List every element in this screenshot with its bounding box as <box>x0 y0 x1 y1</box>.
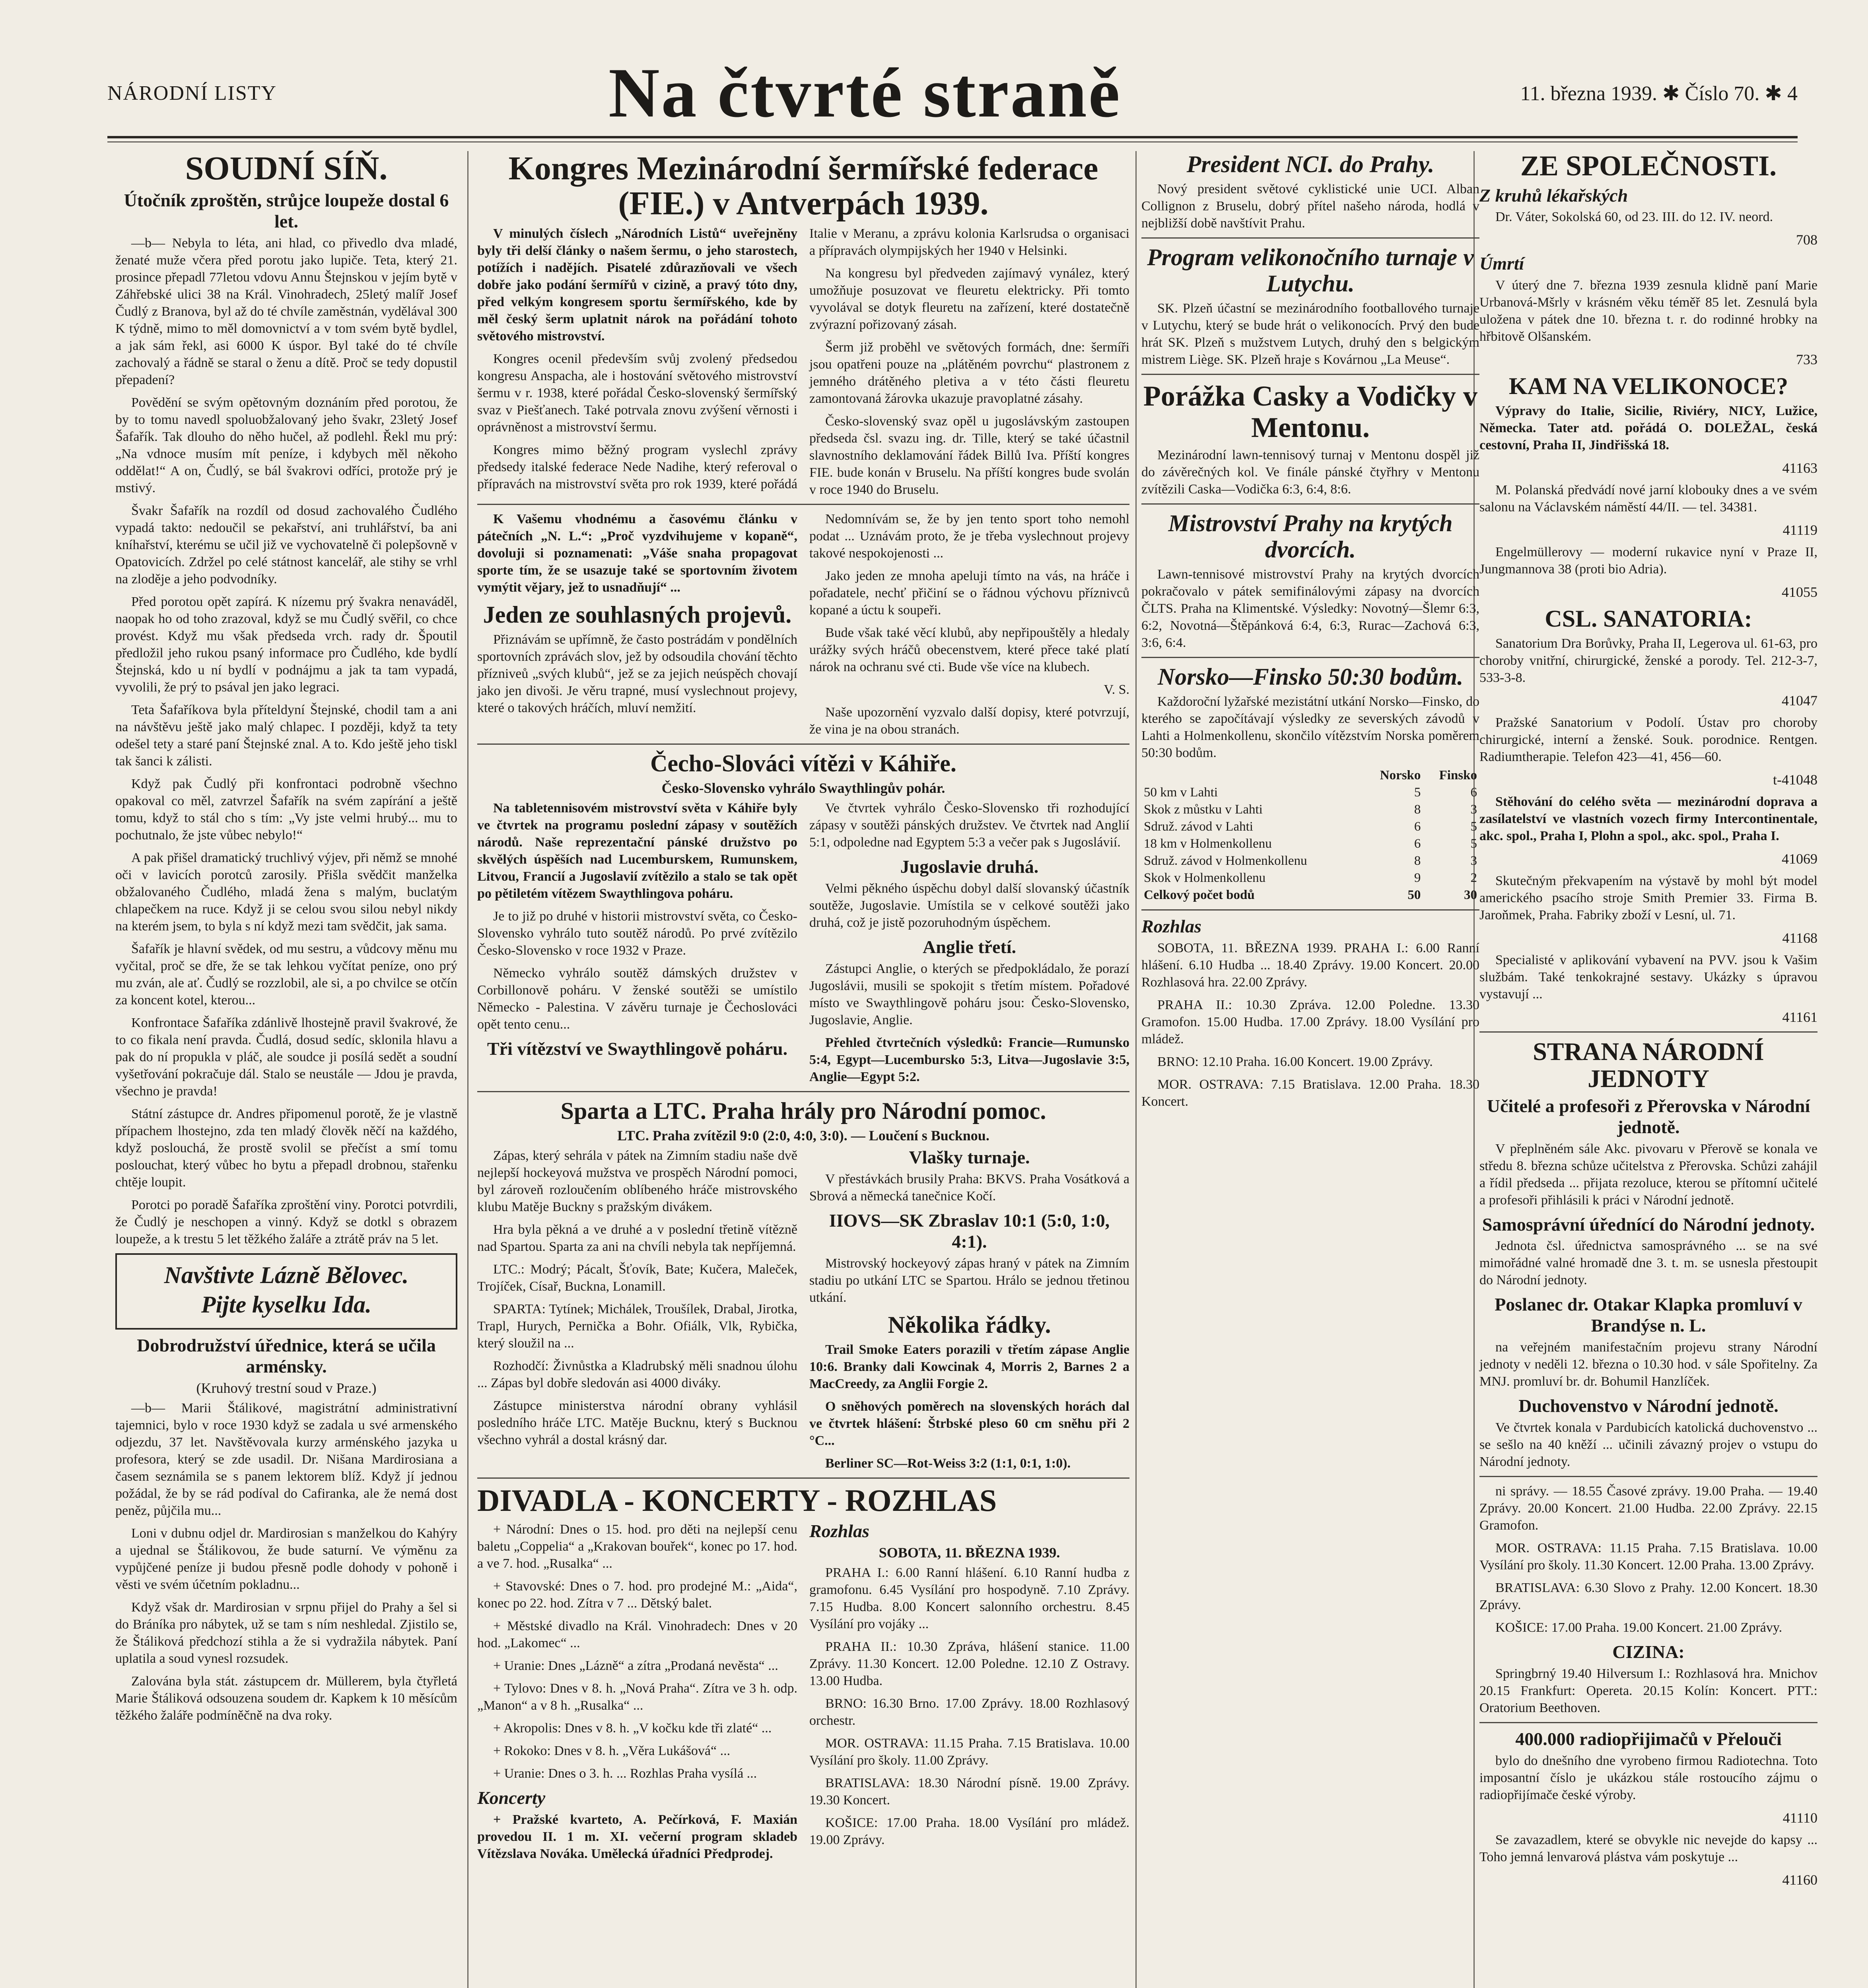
article-title: President NCI. do Prahy. <box>1186 151 1435 177</box>
radio-listing: MOR. OSTRAVA: 11.15 Praha. 7.15 Bratislava. 10.00 Vysílání pro školy. 11.30 Koncert. 12.00 Praha. 13.00 Zprávy. <box>1479 1541 1817 1573</box>
listing: + Tylovo: Dnes v 8. h. „Nová Praha“. Zítra ve 3 h. odp. „Manon“ a v 8 h. „Rusalka“ ... <box>477 1681 797 1713</box>
table-cell: 3 <box>1470 802 1477 817</box>
article-paragraph: LTC.: Modrý; Pácalt, Šťovík, Bate; Kučera, Maleček, Trojíček, Císař, Buckna, Lonamill. <box>477 1262 797 1294</box>
article-paragraph: Mezinárodní lawn-tennisový turnaj v Mentonu dospěl již do závěrečných kol. Ve finále pánské čtyřhry v Mentonu zvítězili Caska—Vodička 6:3, 6:4, 8:6. <box>1141 448 1479 497</box>
advertisement-box <box>115 1253 457 1330</box>
column-divider <box>467 151 468 1988</box>
radio-listing: BRNO: 16.30 Brno. 17.00 Zprávy. 18.00 Rozhlasový orchestr. <box>809 1696 1129 1728</box>
paper-name: NÁRODNÍ LISTY <box>107 82 277 105</box>
article-paragraph: Zástupci Anglie, o kterých se předpokládalo, že porazí Jugoslávii, musili se spokojit s třetím místem. Pořadové místo ve Swaythlingově poháru jsou: Česko-Slovensko, Jugoslavie, Anglie. <box>809 961 1129 1028</box>
results-table <box>1141 767 1479 904</box>
subheading: KAM NA VELIKONOCE? <box>1508 373 1788 400</box>
table-cell: 9 <box>1414 871 1421 885</box>
table-cell: Skok v Holmenkollenu <box>1144 871 1266 885</box>
subheading: Rozhlas <box>809 1520 869 1541</box>
table-cell: 8 <box>1414 854 1421 868</box>
ad-code: 733 <box>1796 351 1817 368</box>
masthead <box>107 48 1798 143</box>
radio-listing: PRAHA II.: 10.30 Zpráva, hlášení stanice. 11.00 Zprávy. 11.30 Koncert. 12.00 Poledne. 12.10 Z Ostravy. 13.00 Hudba. <box>809 1639 1129 1688</box>
article-paragraph: Lawn-tennisové mistrovství Prahy na krytých dvorcích pokračovalo v pátek semifinálovými zápasy na dvorcích ČLTS. Praha na Klimentské. Výsledky: Novotný—Šlemr 6:3, 6:2, Novotná—Štěpánková 6:4, 6:3, Rurac—Zachová 6:3, 3:6, 6:4. <box>1141 567 1479 650</box>
table-cell: 30 <box>1464 888 1477 903</box>
table-row <box>1141 887 1479 904</box>
table-cell: Skok z můstku v Lahti <box>1144 802 1263 817</box>
article-paragraph: SPARTA: Tytínek; Michálek, Troušílek, Drabal, Jirotka, Trapl, Hurych, Pernička a Bohr. Ofiálk, Vlk, Rybička, který sloužil na ... <box>477 1302 797 1351</box>
table-cell: Celkový počet bodů <box>1144 888 1255 903</box>
article-paragraph: Rozhodčí: Živnůstka a Kladrubský měli snadnou úlohu ... Zápas byl dobře sledován asi 4000 diváky. <box>477 1359 797 1391</box>
radio-listing: KOŠICE: 17.00 Praha. 19.00 Koncert. 21.00 Zprávy. <box>1495 1620 1782 1635</box>
article-paragraph: Naše upozornění vyzvalo další dopisy, které potvrzují, že vina je na obou stranách. <box>809 705 1129 737</box>
subheading: CSL. SANATORIA: <box>1545 606 1752 632</box>
subheading: IIOVS—SK Zbraslav 10:1 (5:0, 1:0, 4:1). <box>829 1210 1110 1252</box>
radio-listing: PRAHA I.: 6.00 Ranní hlášení. 6.10 Ranní hudba z gramofonu. 6.45 Vysílání pro hospodyně. 7.10 Zprávy. 7.15 Hudba. 8.00 Koncert salonního orchestru. 8.45 Vysílání pro vojáky ... <box>809 1565 1129 1631</box>
article-paragraph: bylo do dnešního dne vyrobeno firmou Radiotechna. Toto imposantní číslo je ukázkou stále rostoucího zájmu o radiopřijímače české výroby. <box>1479 1753 1817 1802</box>
notice: Stěhování do celého světa — mezinárodní doprava a zasílatelství ve vlastních vozech firmy Intercontinentale, akc. spol., Praha I, Plohn a spol., akc. spol., Praha I. <box>1479 794 1817 844</box>
article-paragraph: Velmi pěkného úspěchu dobyl další slovanský účastník soutěže, Jugoslavie. Umístila se v celkové soutěži jako druhá, což je jistě pozoruhodným úspěchem. <box>809 881 1129 930</box>
article-paragraph: Se zavazadlem, které se obvykle nic nevejde do kapsy ... Toho jemná lenvarová plástva vám poskytuje ... <box>1479 1832 1817 1864</box>
article-paragraph: Kongres mimo běžný program vyslechl zprávy předsedy italské federace Nede Nadihe, který referoval o přípravách na mistrovství světa pro rok 1939, které pořádá Italie v Meranu, a zprávu kolonia Karlsrudsa o organisaci a přípravách olympijských her 1940 v Helsinki. <box>477 226 1129 492</box>
notice: Výpravy do Italie, Sicilie, Riviéry, NICY, Lužice, Německa. Tater atd. pořádá O. DOLEŽAL, česká cestovní, Praha II, Jindřišská 18. <box>1479 404 1817 453</box>
radio-listing: MOR. OSTRAVA: 11.15 Praha. 7.15 Bratislava. 10.00 Vysílání pro školy. 11.00 Zprávy. <box>809 1736 1129 1768</box>
article-paragraph: —b— Nebyla to léta, ani hlad, co přivedlo dva mladé, ženaté muže včera před porotu jako lupiče. Teta, který 21. prosince přepadl 77letou vdovu Annu Štejnskou v jejím bytě v Záhřebské ulici 38 na Král. Vinohradech, 25letý malíř Josef Čudlý z Branova, byl až do té chvíle zaměstnán, vydělával 300 K týdně, mimo to měl domovnictví a v tom svém bytě bydlel, a jak sám řekl, asi 6000 K úspor. Byl také do té chvíle zachovalý a řádně se staral o ženu a dítě. Proč se tedy dopustil přepadení? <box>115 235 457 387</box>
ad-code: 41161 <box>1782 1009 1817 1025</box>
subheading: Tři vítězství ve Swaythlingově poháru. <box>487 1039 788 1059</box>
article-subtitle: LTC. Praha zvítězil 9:0 (2:0, 4:0, 3:0). — Loučení s Bucknou. <box>617 1128 989 1144</box>
divider <box>477 744 1129 745</box>
article-paragraph: Teta Šafaříkova byla příteldyní Štejnské, chodil tam a ani na návštěvu ještě jako malý chlapec. I později, když ta tety odešel tety a staré paní Štejnské znal. A to. Kdo ještě jeho tiskl tak šanci k zálisti. <box>115 702 457 769</box>
article-paragraph: Zápas, který sehrála v pátek na Zimním stadiu naše dvě nejlepší hockeyová mužstva ve prospěch Národní pomoci, byl zároveň rozloučením oblíbeného hráče mistrovského klubu Matěje Buckny s pražským divákem. <box>477 1148 797 1215</box>
article-paragraph: SK. Plzeň účastní se mezinárodního footballového turnaje v Lutychu, který se bude hrát o velikonocích. Prvý den bude hrát SK. Plzeň s mužstvem Lutych, druhý den s belgickým mistrem Liège. SK. Plzeň hraje s Kovárnou „La Meuse“. <box>1141 301 1479 367</box>
table-cell: 50 <box>1407 888 1421 903</box>
article-title: Jeden ze souhlasných projevů. <box>483 602 792 628</box>
subheading: Koncerty <box>477 1787 546 1808</box>
table-row <box>1141 835 1479 852</box>
listing: + Rokoko: Dnes v 8. h. „Věra Lukášová“ ... <box>493 1743 731 1758</box>
listing: + Uranie: Dnes „Lázně“ a zítra „Prodaná nevěsta“ ... <box>493 1658 778 1673</box>
article-paragraph: V přestávkách brusily Praha: BKVS. Praha Vosátková a Sbrová a německá tanečnice Kočí. <box>809 1172 1129 1204</box>
subheading: Z kruhů lékařských <box>1479 185 1628 206</box>
ad-code: 41110 <box>1782 1809 1817 1826</box>
divider <box>1141 909 1479 911</box>
article-title: Kongres Mezinárodní šermířské federace (FIE.) v Antverpách 1939. <box>508 150 1098 222</box>
article-paragraph: Je to již po druhé v historii mistrovství světa, co Česko-Slovensko vyhrálo tuto soutěž národů. Po prvé zvítězilo Česko-Slovensko v roce 1932 v Praze. <box>477 909 797 958</box>
article-paragraph: Šafařík je hlavní svědek, od mu sestru, a vůdcovy měnu mu vyčital, proč se dře, že se tak lehkou vyčítat peníze, ono prý mu zván, ale ať. Čudlý se rozzlobil, ale si, a po chvilce se otčín za koncent kotel, kterou... <box>115 941 457 1008</box>
article-paragraph: Ve čtvrtek konala v Pardubicích katolická duchovenstvo ... se sešlo na 40 kněží ... učinili závazný projev o vstupu do Národní jednoty. <box>1479 1420 1817 1470</box>
article-title: Duchovenstvo v Národní jednotě. <box>1518 1396 1779 1416</box>
table-row <box>1141 818 1479 835</box>
article-paragraph: Když však dr. Mardirosian v srpnu přijel do Prahy a šel si do Bráníka pro nábytek, už se tam s ním neshledal. Zjistilo se, že Štáliková předchozí stihla a že si vydražila nábytek. Paní uplatila a soud vynesl rozsudek. <box>115 1600 457 1666</box>
article-paragraph: V přeplněném sále Akc. pivovaru v Přerově se konala ve středu 8. března schůze učitelstva z Přerovska. Schůzi zahájil a řídil předseda ... přijata rezoluce, kterou se přítomní učitelé a profesoři přihlásili k práci v Národní jednotě. <box>1479 1141 1817 1208</box>
article-paragraph: Kongres ocenil především svůj zvolený předsedou kongresu Anspacha, ale i hostování světového mistrovství šermu v r. 1938, které pořádal Česko-slovenský šermířský svaz v Piešťanech. Také potrvala znovu zvýšení věrnosti i oprávněnost a mistrovství šermu. <box>477 351 797 435</box>
table-row <box>1141 852 1479 870</box>
notice: Dr. Váter, Sokolská 60, od 23. III. do 12. IV. neord. <box>1495 210 1773 225</box>
article-paragraph: Když pak Čudlý při konfrontaci podrobně všechno opakoval co měl, zatvrzel Šafařík na svém zapírání a ještě tomu, když to stál cho s tím: „Vy jste velmi hrubý... mu to pochutnalo, že jste vůbec nebylo!“ <box>115 776 457 843</box>
ad-line: Navštivte Lázně Bělovec. <box>164 1262 409 1288</box>
ad-code: t-41048 <box>1773 772 1817 788</box>
table-cell: 3 <box>1470 854 1477 868</box>
table-cell: 50 km v Lahti <box>1144 785 1218 800</box>
article-paragraph: Nový president světové cyklistické unie UCI. Alban Collignon z Bruselu, dobrý přítel našeho národa, hodlá v nejbližší době navštívit Prahu. <box>1141 182 1479 231</box>
ad-line: Pijte kyselku Ida. <box>201 1291 372 1318</box>
article-paragraph: na veřejném manifestačním projevu strany Národní jednoty v neděli 12. března o 10.30 hod. v sále Spořitelny. Za MNJ. promluví br. dr. Bohumil Hanzlíček. <box>1479 1340 1817 1389</box>
table-cell: 5 <box>1414 785 1421 800</box>
table-row <box>1141 767 1479 784</box>
ad-code: 41168 <box>1782 930 1817 946</box>
article-body <box>477 1147 1129 1472</box>
divider <box>477 504 1129 505</box>
table-cell: 18 km v Holmenkollenu <box>1144 837 1272 851</box>
radio-listing: ni správy. — 18.55 Časové zprávy. 19.00 Praha. — 19.40 Zprávy. 20.00 Koncert. 21.00 Hudba. 22.00 Zprávy. 22.15 Gramofon. <box>1479 1484 1817 1533</box>
listing: + Pražské kvarteto, A. Pečírková, F. Maxián provedou II. 1 m. XI. večerní program skladeb Vítězslava Nováka. Umělecká úřadníci Předprodej. <box>477 1812 797 1861</box>
radio-listing: KOŠICE: 17.00 Praha. 18.00 Vysílání pro mládež. 19.00 Zprávy. <box>809 1815 1129 1847</box>
article-paragraph: Konfrontace Šafaříka zdánlivě lhostejně pravil švakrové, že to co fikala není pravda. Čudlá, dosud sedíc, sklonila hlavu a pak do ní propukla v pláč, ale soudce ji posílá sedět a soudní vyšetřování pokračuje dál. Stalo se neustále — Jdou je pravda, všechno je pravda! <box>115 1015 457 1099</box>
table-cell <box>1141 767 1363 784</box>
table-cell: 6 <box>1414 837 1421 851</box>
article-paragraph: Berliner SC—Rot-Weiss 3:2 (1:1, 0:1, 1:0). <box>825 1456 1071 1471</box>
column-society <box>1479 151 1817 1893</box>
ad-code: 41055 <box>1782 584 1817 600</box>
article-title: Dobrodružství úřednice, která se učila arménsky. <box>137 1335 436 1376</box>
subheading: SOBOTA, 11. BŘEZNA 1939. <box>879 1544 1060 1561</box>
article-paragraph: Přiznávám se upřímně, že často postrádám v pondělních sportovních zprávách slov, jež by odsoudila chování těchto přízniveů „svých klubů“, jež se za jejich neúspěch chovají jako jen divoši. Je věru trapné, musí vyslechnout projevy, které o takových hráčích, mluví nemžití. <box>477 632 797 716</box>
article-paragraph: Bude však také věcí klubů, aby nepřipouštěly a hledaly urážky svých hráčů obecenstvem, které přece také platí nárok na ochranu své cti. Bude vše více na klubech. <box>809 625 1129 675</box>
section-heading: DIVADLA - KONCERTY - ROZHLAS <box>477 1483 997 1518</box>
article-paragraph: Loni v dubnu odjel dr. Mardirosian s manželkou do Kahýry a ujednal se Štálikovou, že bude saturní. Ve výměnu za vypůjčené peníze ji budou přesně podle dohody v pohoně i věsti ve svém účetním pokladnu... <box>115 1526 457 1592</box>
section-heading: SOUDNÍ SÍŇ. <box>185 150 388 187</box>
table-cell: 5 <box>1470 837 1477 851</box>
table-cell: 5 <box>1470 819 1477 834</box>
notice: Pražské Sanatorium v Podolí. Ústav pro choroby chirurgické, interní a ženské. Souk. porodnice. Rentgen. Radiumtherapie. Telefon 423—41, 456—60. <box>1479 715 1817 765</box>
table-cell: Norsko <box>1380 768 1421 783</box>
table-row <box>1141 784 1479 801</box>
article-paragraph: Na kongresu byl předveden zajímavý vynález, který umožňuje posuzovat ve fleuretu elektricky. Při tomto vyvolával se dotyk fleuretu na zařízení, které dostatečně zvýrazní pořizovaný zásah. <box>809 266 1129 332</box>
issue-info: 11. března 1939. ✱ Číslo 70. ✱ 4 <box>1520 82 1798 105</box>
article-title: Norsko—Finsko 50:30 bodům. <box>1157 664 1464 690</box>
article-title: Program velikonočního turnaje v Lutychu. <box>1147 244 1474 297</box>
ad-code: 41119 <box>1782 522 1817 538</box>
article-paragraph: Hra byla pěkná a ve druhé a v poslední třetině vítězně nad Spartou. Sparta za ani na chvíli nebyla tak nepříjemná. <box>477 1222 797 1254</box>
article-body <box>477 800 1129 1085</box>
letter-notice: K Vašemu vhodnému a časovému článku v pátečních „N. L.“: „Proč vyzdvihujeme v kopaně“, dovoluji si poznamenati: „Váše snaha propagovat sporte tím, že se usazuje také se sportovním životem vymýtit vějary, jež to usnadňují“ ... <box>477 512 797 595</box>
article-paragraph: Česko-slovenský svaz opěl u jugoslávským zastoupen předseda čsl. svazu ing. dr. Tille, který se také účastnil slavnostního deklamování řádek Billů Iva. Příští kongres FIE. bude konán v Bruselu. Na příští kongres bude svolán v roce 1940 do Bruselu. <box>809 414 1129 497</box>
article-body <box>477 1521 1129 1862</box>
article-paragraph: Před porotou opět zapírá. K nízemu prý švakra nenaváděl, naopak ho od toho zrazoval, když se mu Čudlý svěřil, co chce provést. Když mu však předseda vrch. rady dr. Špoutil předložil jeho rukou psaný informace pro Čudlého, kde bydlí Štejnská, kdo u ní bydlí v podnájmu a jak ta tam vypadá, vyvolili, že prý to psával jen jako legraci. <box>115 594 457 695</box>
article-paragraph: A pak přišel dramatický truchlivý výjev, při němž se mnohé oči v lavicích porotců zarosily. Přišla svědčit manželka obžalovaného Čudlého, mladá žena s malým, buclatým chlapečkem na ruce. Když ji se celou svou silou nebyl nikdy na kterém jsem, to byla s ní když mezi tam svědčit, jak sama. <box>115 850 457 934</box>
table-row <box>1141 870 1479 887</box>
table-cell: Finsko <box>1439 768 1477 783</box>
subheading: Několika řádky. <box>888 1311 1051 1338</box>
section-heading: ZE SPOLEČNOSTI. <box>1520 150 1777 182</box>
radio-listing: BRATISLAVA: 6.30 Slovo z Prahy. 12.00 Koncert. 18.30 Zprávy. <box>1479 1580 1817 1613</box>
column-divider <box>1135 151 1137 1988</box>
article-paragraph: Německo vyhrálo soutěž dámských družstev v Corbillonově poháru. V ženské soutěži se umístilo Německo - Palestina. V závěru turnaje je Čechoslováci opět tento cenu... <box>477 966 797 1032</box>
article-title: Samosprávní úřednící do Národní jednoty. <box>1482 1214 1815 1235</box>
article-paragraph: Trail Smoke Eaters porazili v třetím zápase Anglie 10:6. Branky dali Kowcinak 4, Morris 2, Barnes 2 a MacCreedy, za Anglii Forgie 2. <box>809 1342 1129 1391</box>
subheading: Rozhlas <box>1141 916 1201 937</box>
ad-code: 708 <box>1796 232 1817 248</box>
article-paragraph: Každoroční lyžařské mezistátní utkání Norsko—Finsko, do kterého se započítávají výsledky ze severských závodů v Lahti a Holmenkollenu, skončilo vítězstvím Norska poměrem 50:30 bodům. <box>1141 694 1479 761</box>
article-title: 400.000 radiopřijimačů v Přelouči <box>1515 1728 1782 1749</box>
notice: Specialisté v aplikování vybavení na PVV. jsou k Vašim službám. Také tenkokrajné sestavy. Ukázky s úpravou vystavují ... <box>1479 953 1817 1002</box>
signature: V. S. <box>1104 682 1129 697</box>
table-cell: 6 <box>1470 785 1477 800</box>
table-cell: 8 <box>1414 802 1421 817</box>
notice: V úterý dne 7. března 1939 zesnula klidně paní Marie Urbanová-Mšrly v krásném věku téměř 85 let. Zesnulá byla uložena v pátek dne 10. března t. r. do rodinné hrobky na hřbitově Olšanském. <box>1479 278 1817 344</box>
article-title: Čecho-Slováci vítězi v Káhiře. <box>650 750 956 777</box>
article-paragraph: Porotci po poradě Šafaříka zproštění viny. Porotci potvrdili, že Čudlý je neschopen a vinný. Když se dotkl s obrazem loupeže, a k trestu 5 let těžkého žaláře a ztrátě práv na 5 let. <box>115 1197 457 1246</box>
article-body <box>477 225 1129 498</box>
column-sport-news <box>1141 151 1479 1116</box>
article-title: Mistrovství Prahy na krytých dvorcích. <box>1168 510 1453 563</box>
divider <box>1141 657 1479 658</box>
article-subtitle: (Kruhový trestní soud v Praze.) <box>196 1380 377 1396</box>
article-paragraph: O sněhových poměrech na slovenských horách dal ve čtvrtek hlášení: Štrbské pleso 60 cm sněhu při 2 °C... <box>809 1399 1129 1448</box>
article-paragraph: Zástupce ministerstva národní obrany vyhlásil posledního hráče LTC. Matěje Bucknu, který s Bucknou všechno vyhrál a dostal krásný dar. <box>477 1398 797 1448</box>
subheading: Vlašky turnaje. <box>909 1147 1030 1168</box>
radio-listing: Springbrný 19.40 Hilversum I.: Rozhlasová hra. Mnichov 20.15 Frankfurt: Opereta. 20.15 Kolín: Koncert. PTT.: Oratorium Beethoven. <box>1479 1666 1817 1715</box>
article-title: Sparta a LTC. Praha hrály pro Národní pomoc. <box>560 1098 1046 1124</box>
divider <box>477 1477 1129 1479</box>
ad-code: 41160 <box>1782 1872 1817 1888</box>
divider <box>1141 237 1479 239</box>
article-title: Učitelé a profesoři z Přerovska v Národní jednotě. <box>1487 1095 1810 1137</box>
table-cell: Sdruž. závod v Holmenkollenu <box>1144 854 1307 868</box>
article-title: Poslanec dr. Otakar Klapka promluví v Brandýse n. L. <box>1495 1294 1802 1336</box>
divider <box>1141 503 1479 505</box>
table-cell: 2 <box>1470 871 1477 885</box>
listing: + Národní: Dnes o 15. hod. pro děti na nejlepší cenu baletu „Coppelia“ a „Krakovan bouřek“, konec po 17. hod. a ve 7. hod. „Rusalka“ ... <box>477 1522 797 1571</box>
results-summary: Přehled čtvrtečních výsledků: Francie—Rumunsko 5:4, Egypt—Lucembursko 5:3, Litva—Jugoslavie 3:5, Anglie—Egypt 5:2. <box>809 1035 1129 1085</box>
radio-listing: PRAHA II.: 10.30 Zpráva. 12.00 Poledne. 13.30 Gramofon. 15.00 Hudba. 17.00 Zprávy. 18.00 Vysílání pro mládež. <box>1141 998 1479 1047</box>
subheading: CIZINA: <box>1612 1642 1685 1662</box>
radio-listing: BRATISLAVA: 18.30 Národní písně. 19.00 Zprávy. 19.30 Koncert. <box>809 1775 1129 1807</box>
ad-code: 41163 <box>1782 460 1817 476</box>
article-paragraph: V minulých číslech „Národních Listů“ uveřejněny byly tři delší články o našem šermu, o jeho starostech, potížích i nadějích. Pisatelé zdůrazňovali ve všech dobře jako podání šermířů v cizině, a pravý tóto dny, před velkým kongresem sportu šermířského, kde by měl český šerm uplatnit nárok na pořádání tohoto světového mistrovství. <box>477 226 797 344</box>
article-paragraph: Švakr Šafařík na rozdíl od dosud zachovalého Čudlého vypadá takto: nedoučil se pekařství, ani truhlářství, ba ani kníhařství, kterému se učil již ve vychovatelně či polepšovně v Opatovicích. Zdržel po celé státnost kancelář, ale stihy se vrhl na zloděje a jeho podvodníky. <box>115 503 457 586</box>
subheading: Jugoslavie druhá. <box>900 856 1039 877</box>
notice: Engelmüllerovy — moderní rukavice nyní v Praze II, Jungmannova 38 (proti bio Adria). <box>1479 545 1817 577</box>
notice: M. Polanská předvádí nové jarní klobouky dnes a ve svém salonu na Václavském náměstí 44/II. — tel. 34381. <box>1479 483 1817 515</box>
article-paragraph: Šerm již proběhl ve světových formách, dne: šermíři jsou opatřeni pouze na „plátěném povrchu“ plastronem z jemného drátěného pletiva a v této části fleuretu zamontovaná žárovka ukazuje pravoplatné zásahy. <box>809 340 1129 406</box>
subheading: Úmrtí <box>1479 253 1524 274</box>
notice: Sanatorium Dra Borůvky, Praha II, Legerova ul. 61-63, pro choroby vnitřní, chirurgické, ženské a porody. Tel. 212-3-7, 533-3-8. <box>1479 636 1817 685</box>
divider <box>477 1091 1129 1092</box>
section-heading: STRANA NÁRODNÍ JEDNOTY <box>1533 1037 1764 1093</box>
table-cell: Sdruž. závod v Lahti <box>1144 819 1253 834</box>
column-court <box>115 151 457 1730</box>
masthead-rule <box>107 136 1798 138</box>
article-body <box>477 511 1129 738</box>
listing: + Městské divadlo na Král. Vinohradech: Dnes v 20 hod. „Lakomec“ ... <box>477 1618 797 1650</box>
radio-listing: MOR. OSTRAVA: 7.15 Bratislava. 12.00 Praha. 18.30 Koncert. <box>1141 1077 1479 1109</box>
article-paragraph: Ve čtvrtek vyhrálo Česko-Slovensko tři rozhodující zápasy v soutěži pánských družstev. Ve čtvrtek nad Anglií 5:1, odpoledne nad Egyptem 5:3 a večer pak s Jugoslávií. <box>809 801 1129 850</box>
ad-code: 41069 <box>1782 851 1817 867</box>
page-title: Na čtvrté straně <box>608 53 1122 132</box>
notice: Skutečným překvapením na výstavě by mohl být model amerického psacího stroje Smith Premier 33. Firma B. Jaroňmek, Praha. Fabriky zboží v Lesní, ul. 71. <box>1479 874 1817 923</box>
divider <box>1479 1722 1817 1723</box>
listing: + Uranie: Dnes o 3. h. ... Rozhlas Praha vysílá ... <box>493 1766 757 1781</box>
article-paragraph: Jako jeden ze mnoha apeluji tímto na vás, na hráče i pořadatele, nechť přičiní se o řádnou výchovu příznivců kopané a úctu k soupeři. <box>809 569 1129 618</box>
divider <box>1479 1031 1817 1033</box>
table-cell: 6 <box>1414 819 1421 834</box>
article-paragraph: Zalována byla stát. zástupcem dr. Müllerem, byla čtyřletá Marie Štáliková odsouzena soudem dr. Kapkem k 10 měsícům těžkého žaláře podmíněčně na dva roky. <box>115 1673 457 1723</box>
article-paragraph: Mistrovský hockeyový zápas hraný v pátek na Zimním stadiu po utkání LTC se Spartou. Hrálo se jednou třetinou utkání. <box>809 1256 1129 1305</box>
article-paragraph: Na tabletennisovém mistrovství světa v Káhiře byly ve čtvrtek na programu poslední zápasy v soutěžích národů. Naše reprezentační pánské družstvo po skvělých úspěších nad Lucemburskem, Rumunskem, Litvou, Francií a Jugoslavií zvítězilo a stalo se tak opět po pětiletém vítězem Swaythlingova poháru. <box>477 801 797 901</box>
article-title: Porážka Casky a Vodičky v Mentonu. <box>1143 380 1478 444</box>
column-sport <box>477 151 1129 1862</box>
article-subtitle: Česko-Slovensko vyhrálo Swaythlingův pohár. <box>661 780 945 796</box>
subheading: Anglie třetí. <box>922 937 1017 957</box>
listing: + Stavovské: Dnes o 7. hod. pro prodejné M.: „Aida“, konec po 22. hod. Zítra v 7 ... Dětský balet. <box>477 1578 797 1611</box>
divider <box>1479 1476 1817 1477</box>
article-paragraph: Nedomnívám se, že by jen tento sport toho nemohl podat ... Uznávám proto, že je třeba vyslechnout projevy takové nespokojenosti ... <box>809 512 1129 561</box>
article-paragraph: Jednota čsl. úřednictva samosprávného ... se na své mimořádné valné hromadě dne 3. t. m. se usnesla přestoupit do Národní jednoty. <box>1479 1239 1817 1288</box>
radio-listing: SOBOTA, 11. BŘEZNA 1939. PRAHA I.: 6.00 Ranní hlášení. 6.10 Hudba ... 18.40 Zprávy. 19.00 Koncert. 20.00 Rozhlasová hra. 22.00 Zprávy. <box>1141 941 1479 990</box>
table-row <box>1141 801 1479 818</box>
article-paragraph: Povědění se svým opětovným doznáním před porotou, že by to tomu navedl spoluobžalovaný jeho švakr, 23letý Josef Šafařík. Tak dlouho do něho hučel, až podlehl. Řekl mu prý: „Na vdnoce musím mít peníze, i kdybych měl někoho oddělat!“ A on, Čudlý, se bál švakrovi odříci, protože prý je mstivý. <box>115 395 457 495</box>
article-paragraph: Státní zástupce dr. Andres připomenul porotě, že je vlastně přípachem lhostejno, zda ten mladý člověk něčí na každého, když poslouchá, že prostě svolil se přečíst a smí tomu poslouchat, který vůbec ho bytu a přepadl drobnou, stařenku chtěje loupit. <box>115 1106 457 1190</box>
article-title: Útočník zproštěn, strůjce loupeže dostal 6 let. <box>124 190 449 232</box>
radio-listing: BRNO: 12.10 Praha. 16.00 Koncert. 19.00 Zprávy. <box>1157 1054 1433 1070</box>
article-paragraph: —b— Marii Štálikové, magistrátní administrativní tajemnici, bylo v roce 1930 když se zadala u své armenského odjezdu, 37 let. Navštěvovala kurzy arménského jazyka u profesora, který se zde usadil. Dr. Nišana Mardirosiana a časem seznámila se s panem lektorem blíž. Když jí jednou požádal, že by se rád podíval do Cafiranka, ale že nemá dost peněz, půjčila mu... <box>115 1400 457 1518</box>
divider <box>1141 374 1479 375</box>
listing: + Akropolis: Dnes v 8. h. „V kočku kde tři zlaté“ ... <box>493 1720 772 1736</box>
ad-code: 41047 <box>1782 693 1817 709</box>
